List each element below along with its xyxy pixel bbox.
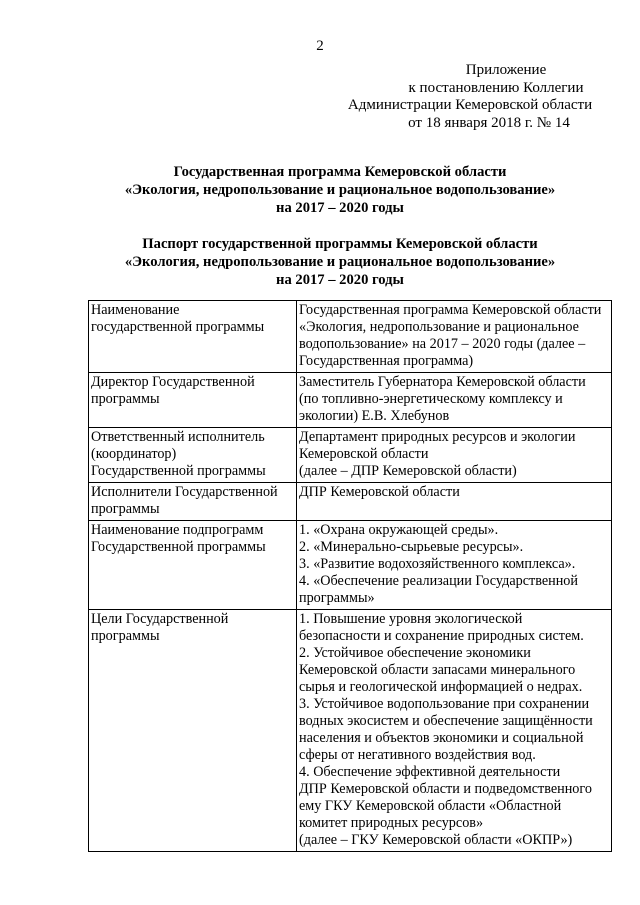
row-label-cell bbox=[89, 610, 297, 852]
appendix-line: Приложение bbox=[465, 62, 547, 78]
appendix-line: к постановлению Коллегии bbox=[408, 79, 584, 96]
row-value-line: населения и объектов экономики и социальной bbox=[299, 730, 584, 746]
row-label-line: (координатор) bbox=[91, 446, 177, 462]
row-label-line: Государственной программы bbox=[91, 463, 266, 479]
row-value-line: Департамент природных ресурсов и экологии bbox=[299, 429, 576, 445]
passport-title-line: Паспорт государственной программы Кемеровской области bbox=[142, 236, 538, 252]
row-label-cell bbox=[89, 301, 297, 373]
row-value-line: 1. Повышение уровня экологической bbox=[299, 611, 523, 627]
row-value-line: водопользование» на 2017 – 2020 годы (далее – bbox=[299, 336, 586, 352]
row-value-line: ему ГКУ Кемеровской области «Областной bbox=[299, 798, 562, 814]
passport-title-line: на 2017 – 2020 годы bbox=[276, 271, 404, 288]
appendix-line: Администрации Кемеровской области bbox=[347, 97, 593, 113]
table-row bbox=[89, 301, 612, 373]
row-value-line: ДПР Кемеровской области bbox=[299, 484, 460, 500]
row-label-line: программы bbox=[91, 501, 160, 517]
title-line: на 2017 – 2020 годы bbox=[276, 199, 404, 216]
row-label-cell bbox=[89, 373, 297, 428]
row-value-line: «Экология, недропользование и рациональное bbox=[299, 319, 579, 335]
row-label-line: Наименование bbox=[91, 302, 180, 318]
document-title bbox=[0, 164, 640, 217]
row-value-line: безопасности и сохранение природных систем. bbox=[299, 628, 584, 644]
row-value-line: сырья и геологической информацией о недрах. bbox=[299, 679, 583, 695]
table-row bbox=[89, 428, 612, 483]
passport-title-line: «Экология, недропользование и рациональное водопользование» bbox=[124, 253, 556, 270]
table-row bbox=[89, 610, 612, 852]
row-label-line: государственной программы bbox=[91, 319, 265, 335]
passport-table bbox=[88, 300, 612, 852]
row-value-cell bbox=[297, 610, 612, 852]
row-value-line: Государственная программа) bbox=[299, 353, 474, 369]
row-value-cell bbox=[297, 301, 612, 373]
passport-title bbox=[0, 236, 640, 289]
row-value-cell bbox=[297, 521, 612, 610]
row-value-line: комитет природных ресурсов» bbox=[299, 815, 484, 831]
row-value-line: ДПР Кемеровской области и подведомственного bbox=[299, 781, 592, 797]
row-value-line: Государственная программа Кемеровской области bbox=[299, 302, 602, 318]
row-value-line: 3. Устойчивое водопользование при сохранении bbox=[299, 696, 590, 712]
row-value-line: 2. Устойчивое обеспечение экономики bbox=[299, 645, 531, 661]
row-value-line: Кемеровской области bbox=[299, 446, 429, 462]
row-value-cell bbox=[297, 373, 612, 428]
page-number: 2 bbox=[316, 38, 324, 54]
row-label-line: Исполнители Государственной bbox=[91, 484, 278, 500]
row-value-line: сферы от негативного воздействия вод. bbox=[299, 747, 536, 763]
appendix-block bbox=[300, 62, 640, 132]
row-label-line: Государственной программы bbox=[91, 539, 266, 555]
row-label-line: Наименование подпрограмм bbox=[91, 522, 264, 538]
row-label-line: Директор Государственной bbox=[91, 374, 255, 390]
row-value-line: (по топливно-энергетическому комплексу и bbox=[299, 391, 563, 407]
row-value-cell bbox=[297, 428, 612, 483]
row-value-line: (далее – ГКУ Кемеровской области «ОКПР») bbox=[299, 832, 573, 848]
row-label-cell bbox=[89, 428, 297, 483]
title-line: «Экология, недропользование и рациональное водопользование» bbox=[124, 181, 556, 198]
row-label-line: Цели Государственной bbox=[91, 611, 229, 627]
row-value-line: (далее – ДПР Кемеровской области) bbox=[299, 463, 517, 479]
passport-table-body bbox=[89, 301, 612, 852]
appendix-line: от 18 января 2018 г. № 14 bbox=[408, 114, 570, 131]
row-label-line: программы bbox=[91, 628, 160, 644]
row-value-cell bbox=[297, 483, 612, 521]
row-value-line: программы» bbox=[299, 590, 375, 606]
row-value-line: водных экосистем и обеспечение защищённости bbox=[299, 713, 593, 729]
table-row bbox=[89, 483, 612, 521]
row-value-line: Кемеровской области запасами минерального bbox=[299, 662, 576, 678]
row-value-line: 2. «Минерально-сырьевые ресурсы». bbox=[299, 539, 524, 555]
row-value-line: Заместитель Губернатора Кемеровской области bbox=[299, 374, 586, 390]
row-value-line: экологии) Е.В. Хлебунов bbox=[299, 408, 450, 424]
row-value-line: 4. Обеспечение эффективной деятельности bbox=[299, 764, 561, 780]
table-row bbox=[89, 521, 612, 610]
table-row bbox=[89, 373, 612, 428]
row-label-cell bbox=[89, 521, 297, 610]
row-label-line: программы bbox=[91, 391, 160, 407]
row-value-line: 4. «Обеспечение реализации Государственной bbox=[299, 573, 578, 589]
row-value-line: 3. «Развитие водохозяйственного комплекса». bbox=[299, 556, 576, 572]
row-value-line: 1. «Охрана окружающей среды». bbox=[299, 522, 499, 538]
title-line: Государственная программа Кемеровской области bbox=[173, 164, 507, 180]
row-label-cell bbox=[89, 483, 297, 521]
row-label-line: Ответственный исполнитель bbox=[91, 429, 265, 445]
